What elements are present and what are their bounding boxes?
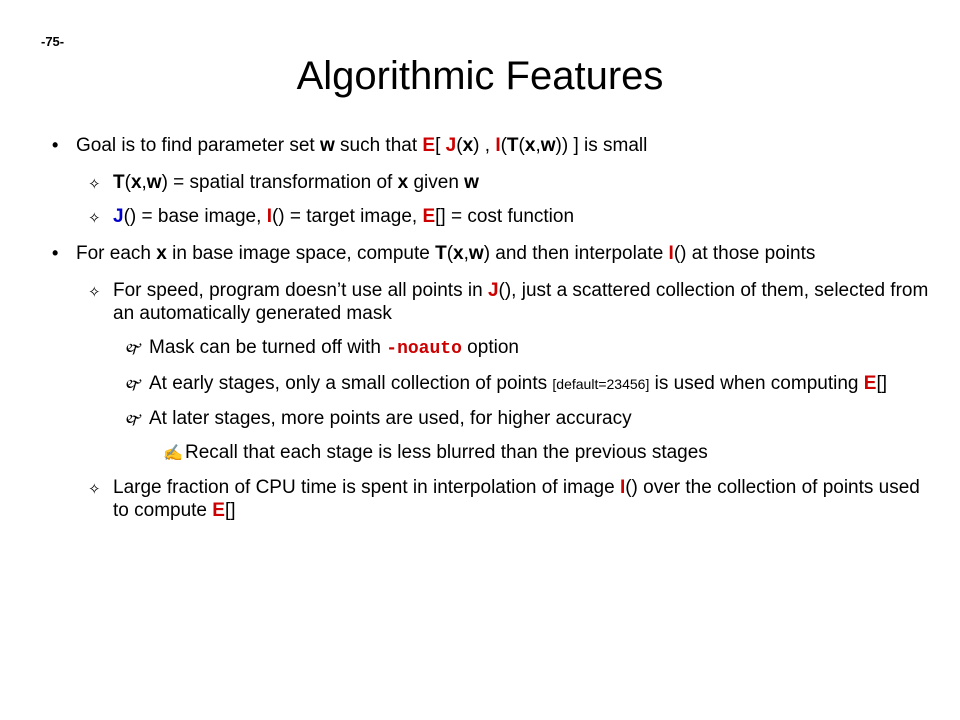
paren: () [123, 206, 137, 227]
var-x: x [130, 172, 142, 193]
slide-title: Algorithmic Features [296, 54, 664, 98]
diamond-star-icon: ✧ [88, 210, 101, 227]
var-E: E [422, 206, 436, 227]
var-I: I [619, 477, 626, 498]
bullet-text: At early stages, only a small collection of points [149, 373, 553, 394]
bullet-text: Recall that each stage is less blurred than the previous stages [185, 442, 708, 463]
bullet-text: at those points [686, 243, 816, 264]
var-E: E [212, 500, 225, 521]
bullet-text: in base image space, compute [166, 243, 436, 264]
var-J: J [487, 280, 499, 301]
bracket: [] [876, 373, 887, 394]
var-T: T [506, 135, 519, 156]
page-number: -75- [41, 34, 65, 49]
var-x: x [524, 135, 536, 156]
var-x: x [156, 243, 167, 264]
bullet-dot-icon: • [52, 243, 59, 263]
bullet-text: such that [334, 135, 423, 156]
bullet-text: given [408, 172, 465, 193]
bullet-text: = cost function [445, 206, 575, 227]
ornament-icon: 🙰 [124, 376, 144, 393]
bullet-text: = target image, [284, 206, 423, 227]
var-T: T [435, 243, 447, 264]
ornament-icon: 🙰 [124, 340, 144, 357]
var-x: x [397, 172, 409, 193]
diamond-star-icon: ✧ [88, 176, 101, 193]
bullet-text: = base image, [136, 206, 267, 227]
var-w: w [464, 172, 479, 193]
paren: ) [161, 172, 168, 193]
bullet-later-stages [52, 407, 932, 430]
comma: , [535, 135, 541, 156]
bullet-speed [52, 279, 932, 325]
paren: () [498, 280, 512, 301]
bullet-text: is used when computing [649, 373, 864, 394]
paren: ( [446, 243, 454, 264]
paren: ) [483, 243, 491, 264]
var-T: T [113, 172, 125, 193]
paren: )) [555, 135, 574, 156]
bullet-transform-def [52, 171, 932, 194]
paren: () [625, 477, 638, 498]
bullet-for-each [52, 242, 932, 265]
bracket: ] [573, 135, 579, 156]
bullet-text: option [461, 337, 519, 358]
bracket: [ [435, 135, 446, 156]
ornament-icon: 🙰 [124, 411, 144, 428]
bullet-text: is small [578, 135, 648, 156]
var-x: x [453, 243, 464, 264]
comma: , [463, 243, 469, 264]
bracket: [] [224, 500, 236, 521]
paren: ( [124, 172, 131, 193]
bullet-early-stages [52, 372, 932, 396]
bullet-cpu-time [52, 476, 932, 522]
var-w: w [319, 135, 335, 156]
var-I: I [668, 243, 674, 264]
bullet-dot-icon: • [52, 135, 59, 155]
option-noauto: -noauto [386, 339, 462, 359]
default-note: [default=23456] [552, 376, 650, 392]
bullet-text: For each [76, 243, 157, 264]
bullet-list [52, 134, 932, 533]
bullet-text: Goal is to find parameter set [76, 135, 320, 156]
var-I: I [266, 206, 272, 227]
bullet-text: , just a scattered collection of them, selected from an automatically generated mask [113, 280, 929, 324]
bullet-text: At later stages, more points are used, for higher accuracy [149, 408, 632, 429]
paren: () [271, 206, 285, 227]
comma: , [141, 172, 147, 193]
bullet-text: = spatial transformation of [167, 172, 398, 193]
var-w: w [146, 172, 162, 193]
var-E: E [422, 135, 436, 156]
bullet-text: Mask can be turned off with [149, 337, 387, 358]
bullet-text: over the collection of points used to compute [113, 477, 920, 521]
bracket: [] [435, 206, 446, 227]
var-x: x [462, 135, 474, 156]
diamond-star-icon: ✧ [88, 481, 101, 498]
bullet-image-defs [52, 205, 932, 228]
paren: ( [500, 135, 507, 156]
paren: ( [518, 135, 525, 156]
bullet-recall [52, 441, 932, 464]
paren: ( [456, 135, 463, 156]
paren: ) , [473, 135, 496, 156]
paren: () [673, 243, 687, 264]
writing-hand-icon: ✍ [163, 445, 183, 462]
var-w: w [540, 135, 556, 156]
bullet-text: and then interpolate [490, 243, 669, 264]
bullet-text: Large fraction of CPU time is spent in interpolation of image [113, 477, 620, 498]
bullet-goal [52, 134, 932, 157]
bullet-text: For speed, program doesn’t use all points in [113, 280, 488, 301]
var-J: J [445, 135, 457, 156]
diamond-star-icon: ✧ [88, 284, 101, 301]
var-J: J [113, 206, 124, 227]
var-w: w [468, 243, 484, 264]
bullet-mask-off [52, 336, 932, 361]
var-I: I [495, 135, 501, 156]
var-E: E [863, 373, 877, 394]
